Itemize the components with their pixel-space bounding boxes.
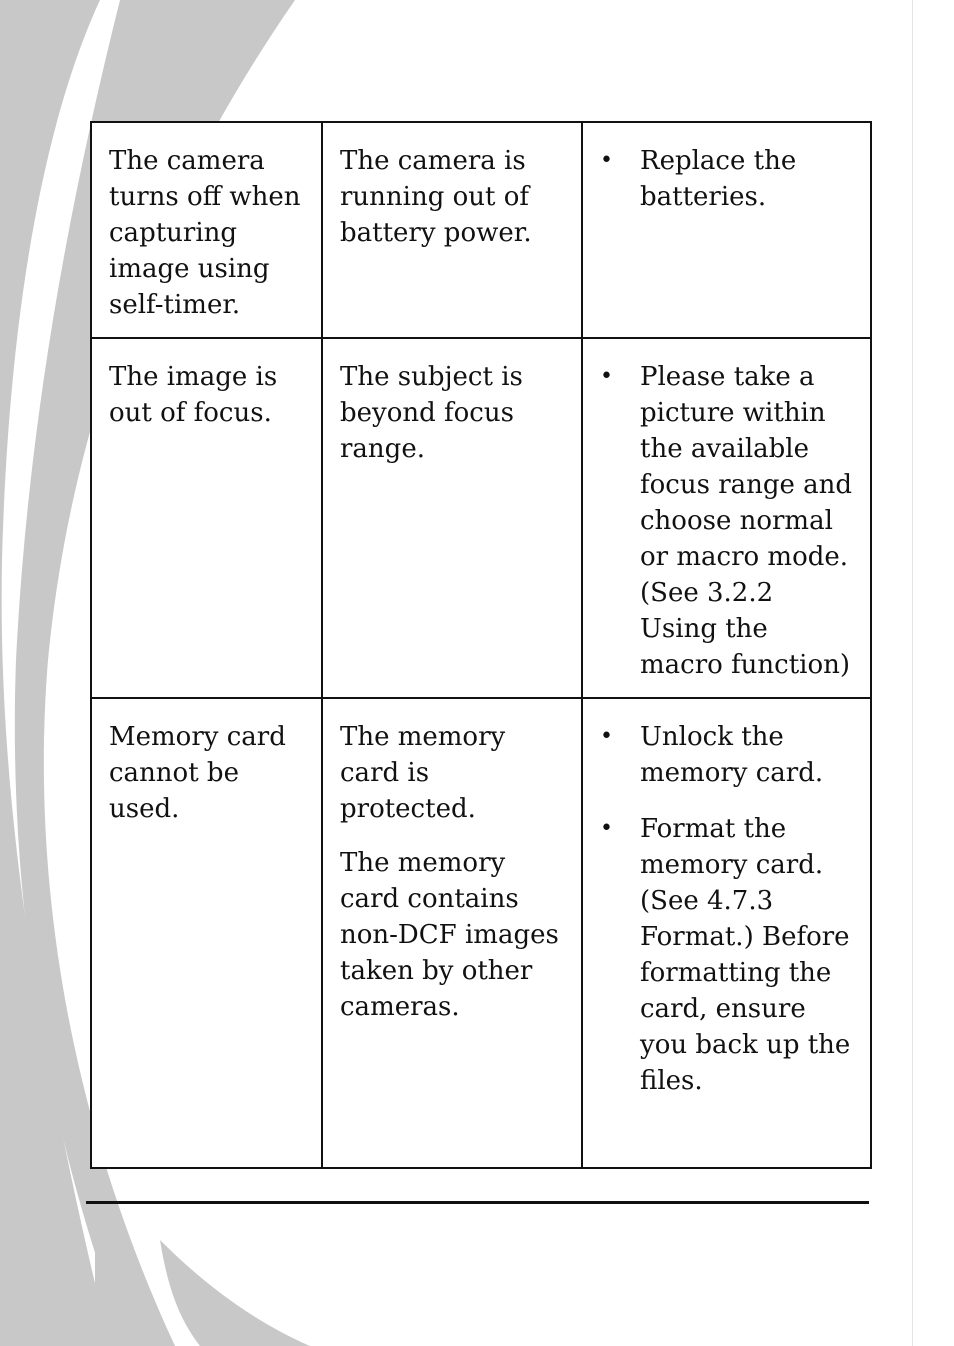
table-row <box>91 338 871 698</box>
solution-item <box>600 719 858 791</box>
solution-text: Replace the batteries. <box>640 146 797 212</box>
solution-text: Unlock the memory card. <box>640 722 824 788</box>
solution-cell <box>582 698 871 1168</box>
solution-item <box>600 359 858 683</box>
problem-cell <box>91 338 322 698</box>
solution-list <box>600 359 858 683</box>
cause-cell <box>322 122 582 338</box>
problem-text: The camera turns off when capturing image using self-timer. <box>109 146 301 320</box>
solution-item <box>600 811 858 1099</box>
table-row <box>91 698 871 1168</box>
solution-cell <box>582 338 871 698</box>
cause-text: The camera is running out of battery power. <box>340 146 532 248</box>
problem-cell <box>91 698 322 1168</box>
table-row <box>91 122 871 338</box>
solution-list <box>600 143 858 215</box>
problem-text: Memory card cannot be used. <box>109 722 286 824</box>
troubleshooting-table-container <box>90 121 872 1169</box>
troubleshooting-table <box>90 121 872 1169</box>
cause-text: The memory card is protected. <box>340 722 506 824</box>
cause-cell <box>322 698 582 1168</box>
solution-text: Please take a picture within the available focus range and choose normal or macro mode. (See 3.2.2 Using the macro function) <box>640 362 853 680</box>
cause-text: The memory card contains non-DCF images taken by other cameras. <box>340 848 559 1022</box>
problem-cell <box>91 122 322 338</box>
page-edge-line <box>912 0 913 1346</box>
bullet-icon: • <box>600 364 613 389</box>
footer-rule <box>86 1201 869 1204</box>
bullet-icon: • <box>600 724 613 749</box>
solution-text: Format the memory card. (See 4.7.3 Format.) Before formatting the card, ensure you back up the files. <box>640 814 851 1096</box>
problem-text: The image is out of focus. <box>109 362 278 428</box>
solution-list <box>600 719 858 1099</box>
cause-cell <box>322 338 582 698</box>
solution-cell <box>582 122 871 338</box>
solution-item <box>600 143 858 215</box>
swoosh-band-lower <box>160 1240 310 1346</box>
bullet-icon: • <box>600 148 613 173</box>
cause-text: The subject is beyond focus range. <box>340 362 523 464</box>
bullet-icon: • <box>600 816 613 841</box>
